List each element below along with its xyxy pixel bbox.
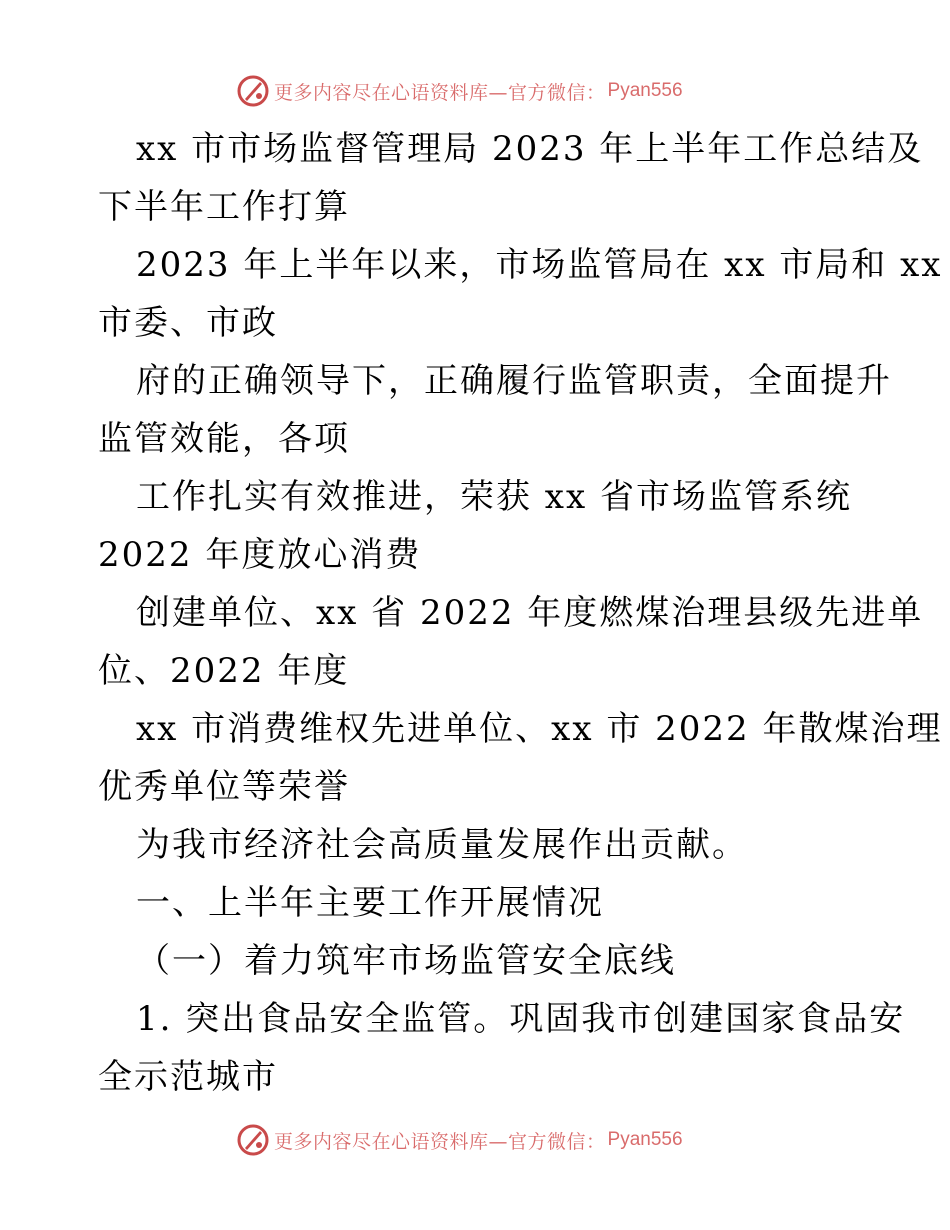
paragraph-line: 为我市经济社会高质量发展作出贡献。 xyxy=(136,825,748,865)
paragraph-line: 府的正确领导下，正确履行监管职责，全面提升 xyxy=(136,361,892,401)
paragraph-line: 工作扎实有效推进，荣获 xx 省市场监管系统 xyxy=(136,477,852,517)
paragraph-line: 优秀单位等荣誉 xyxy=(98,767,350,807)
watermark-banner-top xyxy=(236,73,683,109)
paragraph-line: 位、2022 年度 xyxy=(98,651,350,691)
quill-logo-icon xyxy=(236,74,270,108)
paragraph-line: 全示范城市 xyxy=(98,1057,278,1097)
paragraph-line: 创建单位、xx 省 2022 年度燃煤治理县级先进单 xyxy=(136,593,924,633)
subsection-heading: （一）着力筑牢市场监管安全底线 xyxy=(136,941,676,981)
section-heading: 一、上半年主要工作开展情况 xyxy=(136,883,604,923)
watermark-text: 更多内容尽在心语资料库—官方微信： xyxy=(274,81,606,104)
watermark-wechat-id: Pyan556 xyxy=(607,80,683,101)
doc-title-line-2: 下半年工作打算 xyxy=(98,187,350,227)
paragraph-line: 1. 突出食品安全监管。巩固我市创建国家食品安 xyxy=(136,999,906,1039)
paragraph-line: 市委、市政 xyxy=(98,303,278,343)
watermark-text: 更多内容尽在心语资料库—官方微信： xyxy=(274,1130,606,1153)
watermark-banner-bottom xyxy=(236,1122,683,1158)
paragraph-line: xx 市消费维权先进单位、xx 市 2022 年散煤治理 xyxy=(136,709,943,749)
paragraph-line: 2022 年度放心消费 xyxy=(98,535,422,575)
doc-title-line-1: xx 市市场监督管理局 2023 年上半年工作总结及 xyxy=(136,129,924,169)
watermark-wechat-id: Pyan556 xyxy=(607,1129,683,1150)
quill-logo-icon xyxy=(236,1123,270,1157)
paragraph-line: 2023 年上半年以来，市场监管局在 xx 市局和 xx xyxy=(136,245,943,285)
paragraph-line: 监管效能，各项 xyxy=(98,419,350,459)
document-body xyxy=(98,120,943,1106)
